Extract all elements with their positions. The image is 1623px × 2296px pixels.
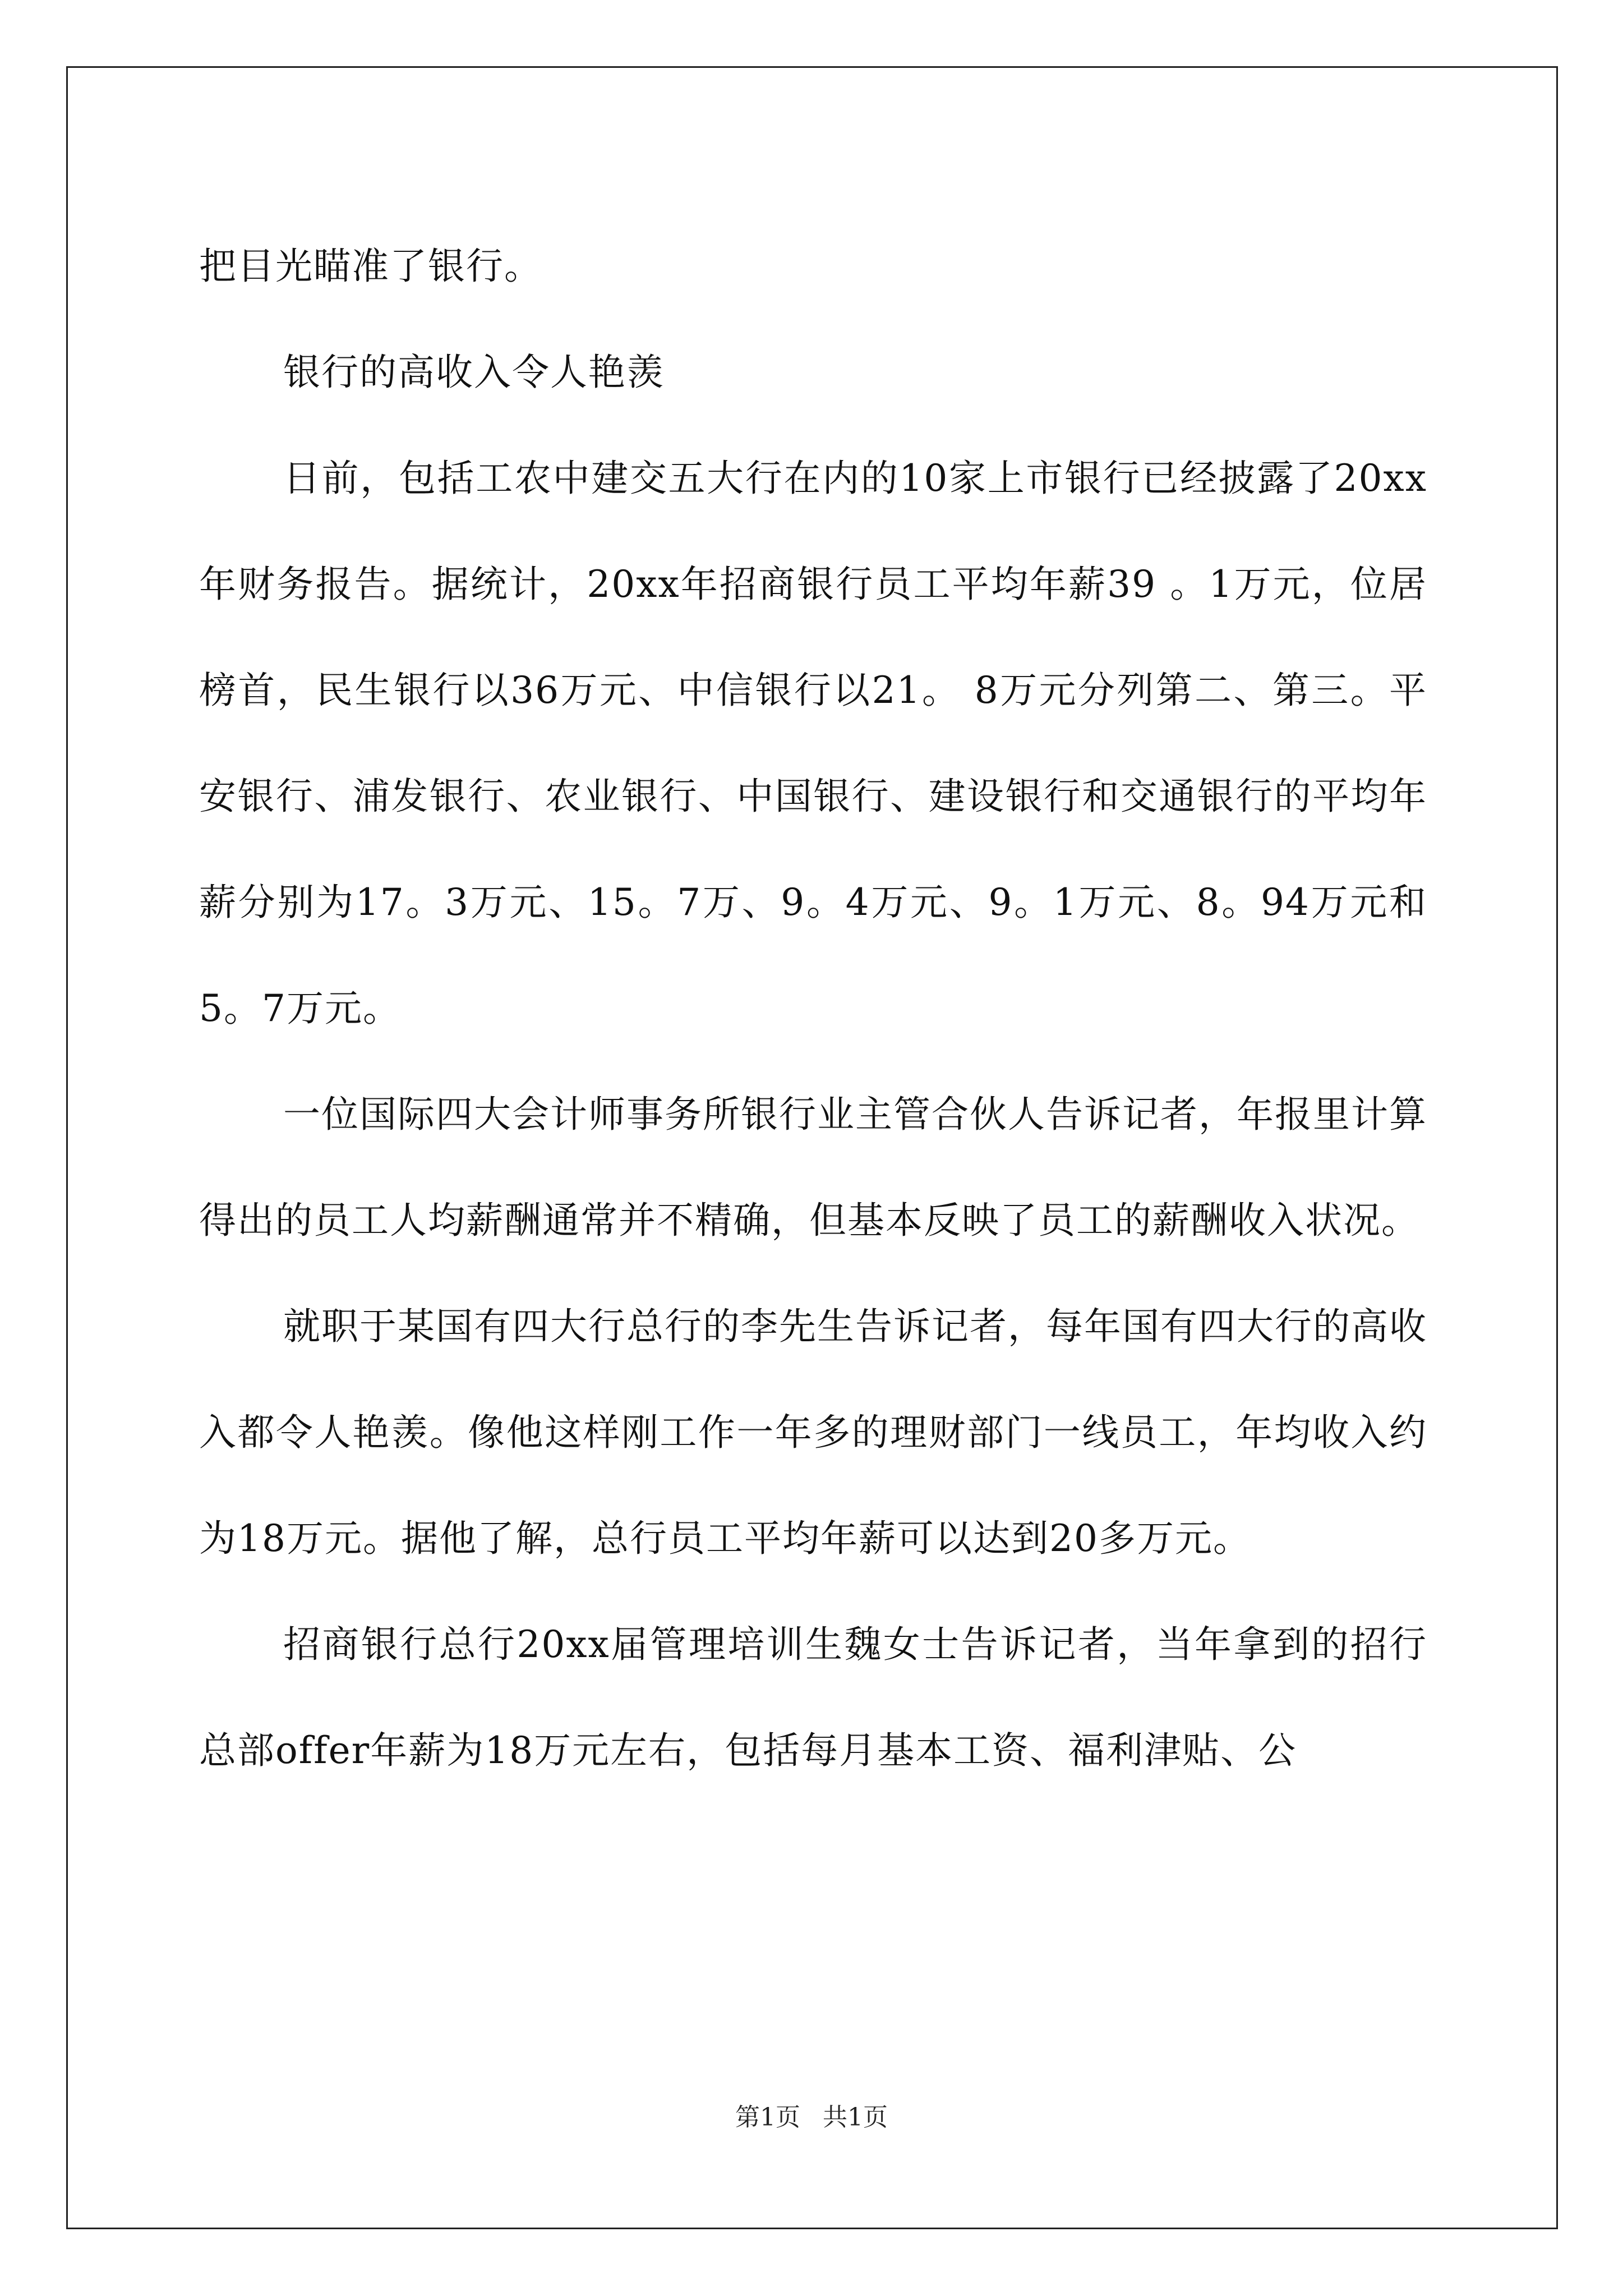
section-heading: 银行的高收入令人艳羡	[283, 351, 665, 394]
paragraph-3: 日前，包括工农中建交五大行在内的10家上市银行已经披露了20xx年财务报告。据统计，20xx年招商银行员工平均年薪39 。1万元，位居榜首，民生银行以36万元、中信银行以21。 8万元分列第二、第三。平安银行、浦发银行、农业银行、中国银行、建设银行和交通银行的平均年薪分别为17。3万元、15。7万、9。4万元、9。1万元、8。94万元和5。7万元。	[199, 457, 1427, 1030]
paragraph-4: 一位国际四大会计师事务所银行业主管合伙人告诉记者，年报里计算得出的员工人均薪酬通常并不精确，但基本反映了员工的薪酬收入状况。	[199, 1093, 1427, 1242]
document-body	[199, 213, 1427, 1803]
page-total: 共1页	[823, 2103, 888, 2132]
page-number: 第1页	[735, 2103, 800, 2132]
paragraph-1: 把目光瞄准了银行。	[199, 245, 542, 288]
page-footer	[0, 2101, 1623, 2134]
paragraph-5: 就职于某国有四大行总行的李先生告诉记者，每年国有四大行的高收入都令人艳羡。像他这样刚工作一年多的理财部门一线员工，年均收入约为18万元。据他了解，总行员工平均年薪可以达到20多万元。	[199, 1305, 1427, 1560]
paragraph-6: 招商银行总行20xx届管理培训生魏女士告诉记者，当年拿到的招行总部offer年薪为18万元左右，包括每月基本工资、福利津贴、公	[199, 1623, 1427, 1772]
